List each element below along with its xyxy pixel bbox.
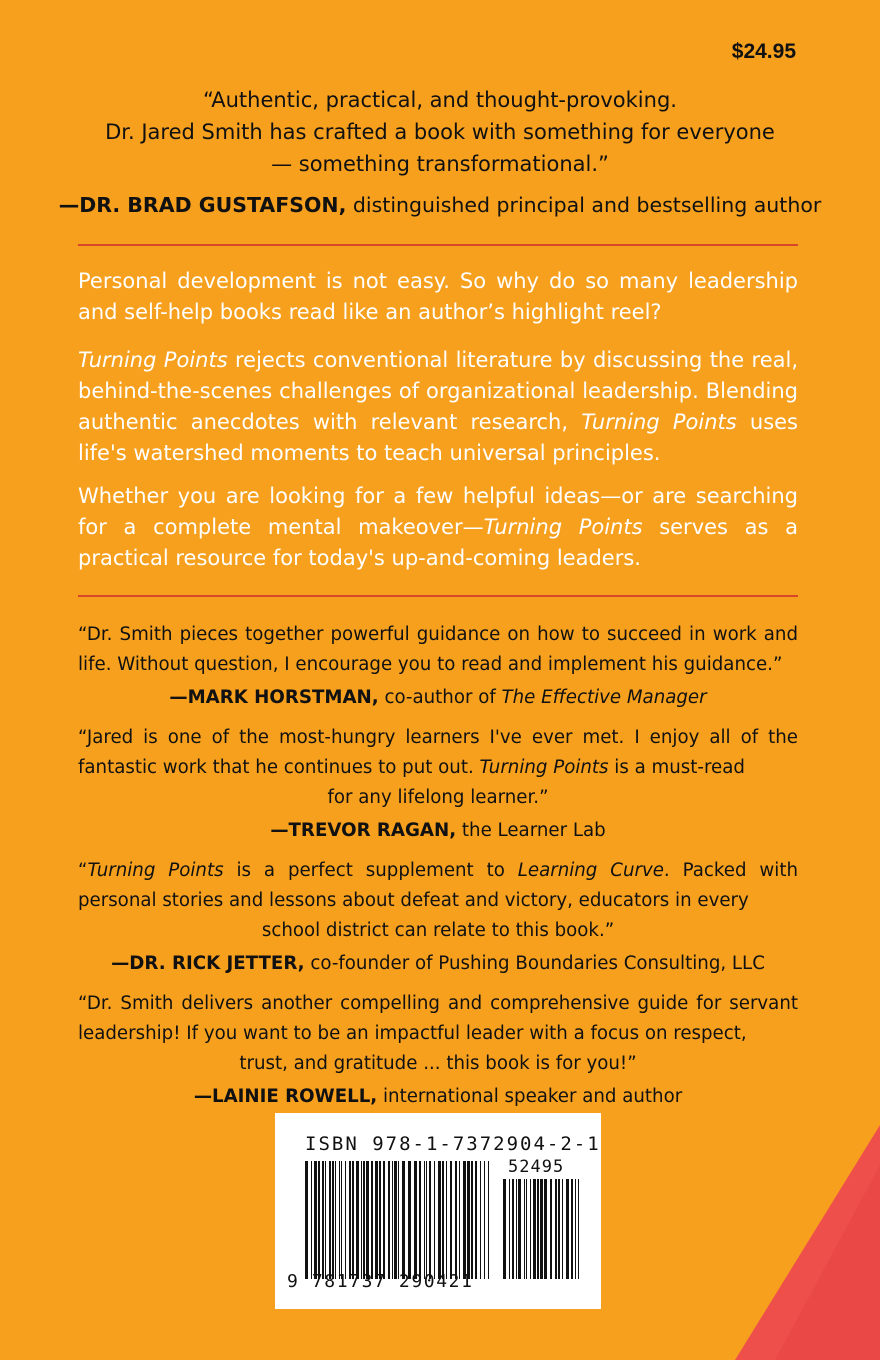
attribution-role: co-founder of Pushing Boundaries Consulting, LLC bbox=[304, 953, 765, 974]
quote-text: school district can relate to this book.” bbox=[261, 920, 615, 941]
divider bbox=[78, 244, 798, 246]
description-text: Personal development is not easy. So why do so many leadership and self-help books read like an author’s highlight reel? bbox=[78, 269, 798, 324]
attribution-name: —DR. RICK JETTER, bbox=[111, 953, 305, 974]
testimonial-attribution bbox=[78, 1082, 798, 1112]
testimonial-attribution bbox=[78, 949, 798, 979]
quote-text: . Packed with personal stories and lessons about defeat and victory, educators in every bbox=[78, 860, 798, 911]
book-title: Turning Points bbox=[483, 515, 643, 539]
description-p1 bbox=[78, 266, 798, 328]
book-title: Learning Curve bbox=[517, 860, 664, 881]
quote-text: trust, and gratitude ... this book is for you!” bbox=[239, 1053, 637, 1074]
book-title: Turning Points bbox=[581, 410, 737, 434]
description-text: Whether you are looking for a few helpful ideas—or are searching for a complete mental makeover— bbox=[78, 484, 798, 539]
attribution-role: international speaker and author bbox=[377, 1086, 683, 1107]
attribution-role: co-author of bbox=[378, 687, 502, 708]
book-title: Turning Points bbox=[87, 860, 224, 881]
testimonial-quote bbox=[78, 989, 798, 1079]
quote-text: “ bbox=[78, 860, 88, 881]
barcode-box bbox=[275, 1113, 601, 1309]
book-title: Turning Points bbox=[479, 757, 609, 778]
attribution-name: —DR. BRAD GUSTAFSON, bbox=[58, 193, 347, 217]
price-label: $24.95 bbox=[731, 40, 796, 63]
price-code-label: 52495 bbox=[508, 1157, 565, 1177]
quote-text: “Dr. Smith delivers another compelling and comprehensive guide for servant leadership! If you want to be an impactful leader with a focus on respect, bbox=[78, 993, 798, 1044]
description-p2 bbox=[78, 345, 798, 469]
testimonial-quote: “Dr. Smith pieces together powerful guidance on how to succeed in work and life. Without question, I encourage you to read and implement his guidance.” bbox=[78, 624, 798, 675]
attribution-name: —LAINIE ROWELL, bbox=[193, 1086, 378, 1107]
book-title: The Effective Manager bbox=[501, 687, 707, 708]
top-quote bbox=[60, 84, 820, 180]
description-text: serves as a practical resource for today's up-and-coming leaders. bbox=[78, 515, 798, 570]
testimonial-quote bbox=[78, 856, 798, 946]
book-title: Turning Points bbox=[78, 348, 228, 372]
attribution-name: —MARK HORSTMAN, bbox=[169, 687, 379, 708]
quote-text: “Jared is one of the most-hungry learners I've ever met. I enjoy all of the fantastic work that he continues to put out. bbox=[78, 727, 798, 778]
description-text: rejects conventional literature by discussing the real, behind-the-scenes challenges of organizational leadership. Blending authentic anecdotes with relevant research, bbox=[78, 348, 798, 434]
attribution-role: the Learner Lab bbox=[456, 820, 606, 841]
top-quote-attribution bbox=[40, 190, 840, 220]
testimonial-attribution bbox=[78, 683, 798, 713]
description-text: uses life's watershed moments to teach universal principles. bbox=[78, 410, 798, 465]
top-quote-line: “Authentic, practical, and thought-provoking. bbox=[203, 88, 677, 112]
quote-text: for any lifelong learner.” bbox=[327, 787, 549, 808]
quote-text: is a perfect supplement to bbox=[223, 860, 518, 881]
ean-digits: 9 781737 290421 bbox=[287, 1271, 474, 1292]
description-p3 bbox=[78, 481, 798, 574]
top-quote-line: — something transformational.” bbox=[271, 152, 609, 176]
top-quote-line: Dr. Jared Smith has crafted a book with something for everyone bbox=[105, 120, 775, 144]
testimonial-quote bbox=[78, 723, 798, 813]
isbn-label: ISBN 978-1-7372904-2-1 bbox=[305, 1133, 601, 1155]
testimonials bbox=[78, 620, 798, 1122]
attribution-name: —TREVOR RAGAN, bbox=[270, 820, 457, 841]
testimonial-attribution bbox=[78, 816, 798, 846]
quote-text: is a must-read bbox=[608, 757, 745, 778]
attribution-role: distinguished principal and bestselling author bbox=[346, 193, 822, 217]
divider bbox=[78, 595, 798, 597]
